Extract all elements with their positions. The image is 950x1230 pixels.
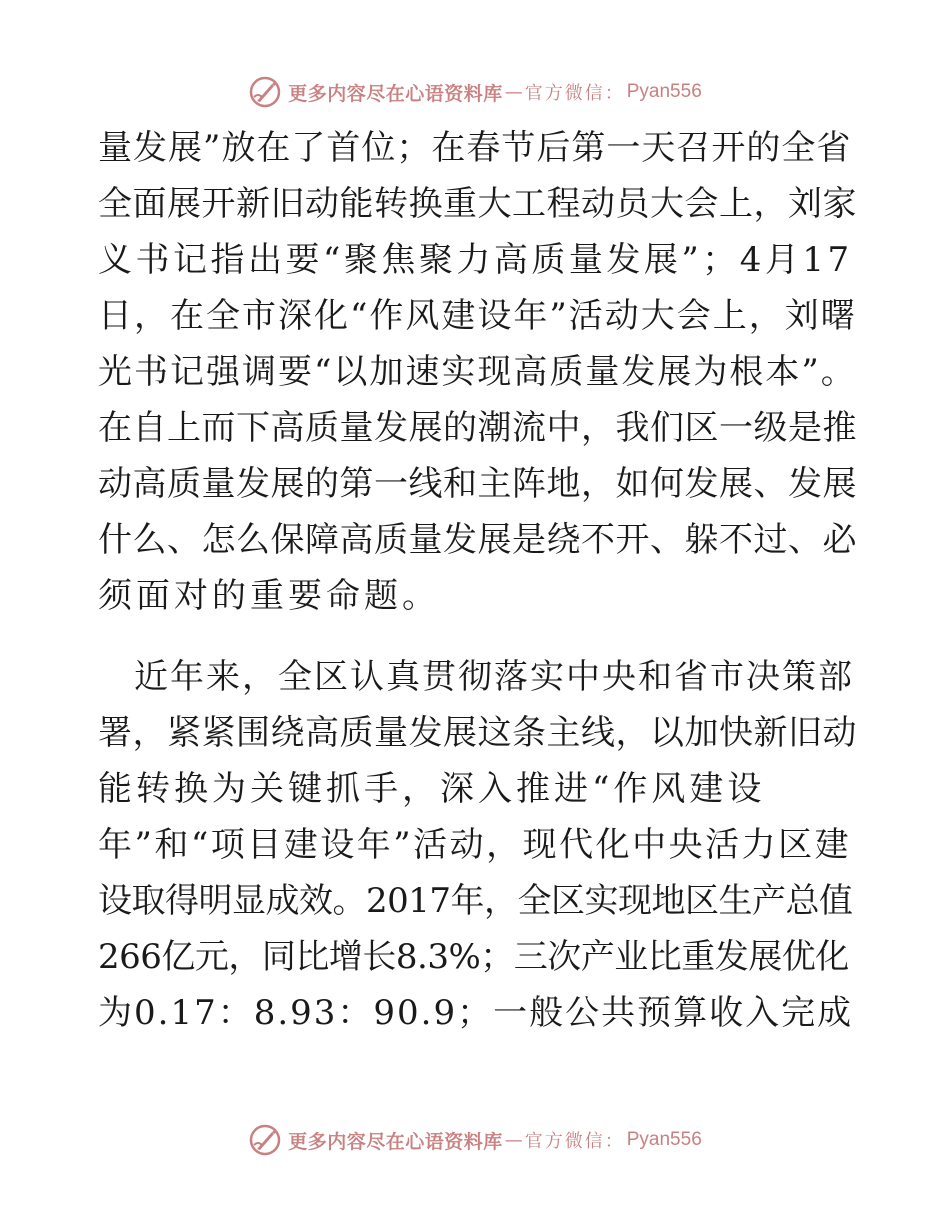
text-line: 年”和“项目建设年”活动，现代化中央活力区建 bbox=[98, 825, 852, 865]
text-line: 设取得明显成效。2017年，全区实现地区生产总值 bbox=[98, 881, 853, 921]
paragraph-gap bbox=[98, 624, 858, 649]
text-line: 义书记指出要“聚焦聚力高质量发展”；4月17 bbox=[98, 240, 853, 280]
watermark-title: 更多内容尽在心语资料库 bbox=[288, 1130, 503, 1153]
text-line: 266亿元，同比增长8.3%；三次产业比重发展优化 bbox=[98, 937, 849, 977]
text-line: 日，在全市深化“作风建设年”活动大会上，刘曙 bbox=[98, 296, 857, 336]
watermark-dash: — bbox=[504, 81, 523, 103]
text-line: 动高质量发展的第一线和主阵地，如何发展、发展 bbox=[98, 464, 857, 504]
text-line: 近年来，全区认真贯彻落实中央和省市决策部 bbox=[98, 657, 854, 697]
watermark-label: 官方微信： bbox=[524, 1131, 625, 1152]
text-line: 量发展”放在了首位；在春节后第一天召开的全省 bbox=[98, 128, 852, 168]
paragraph bbox=[98, 120, 858, 624]
text-line: 为0.17：8.93：90.9；一般公共预算收入完成 bbox=[98, 993, 854, 1033]
text-line: 全面展开新旧动能转换重大工程动员大会上，刘家 bbox=[98, 184, 857, 224]
paragraph bbox=[98, 649, 858, 1041]
watermark-label: 官方微信： bbox=[524, 83, 625, 104]
watermark-title: 更多内容尽在心语资料库 bbox=[288, 82, 503, 105]
text-line: 能转换为关键抓手，深入推进“作风建设 bbox=[98, 769, 766, 809]
text-line: 什么、怎么保障高质量发展是绕不开、躲不过、必 bbox=[98, 520, 857, 560]
document-body bbox=[98, 120, 858, 1041]
watermark-footer bbox=[0, 1120, 950, 1160]
text-line: 须面对的重要命题。 bbox=[98, 576, 440, 616]
watermark-id: Pyan556 bbox=[626, 81, 702, 102]
text-line: 署，紧紧围绕高质量发展这条主线，以加快新旧动 bbox=[98, 713, 857, 753]
quill-pen-logo-icon bbox=[248, 75, 282, 109]
text-line: 光书记强调要“以加速实现高质量发展为根本”。 bbox=[98, 352, 857, 392]
watermark-dash: — bbox=[504, 1129, 523, 1151]
watermark-header bbox=[0, 72, 950, 112]
text-line: 在自上而下高质量发展的潮流中，我们区一级是推 bbox=[98, 408, 857, 448]
quill-pen-logo-icon bbox=[248, 1123, 282, 1157]
watermark-id: Pyan556 bbox=[626, 1129, 702, 1150]
